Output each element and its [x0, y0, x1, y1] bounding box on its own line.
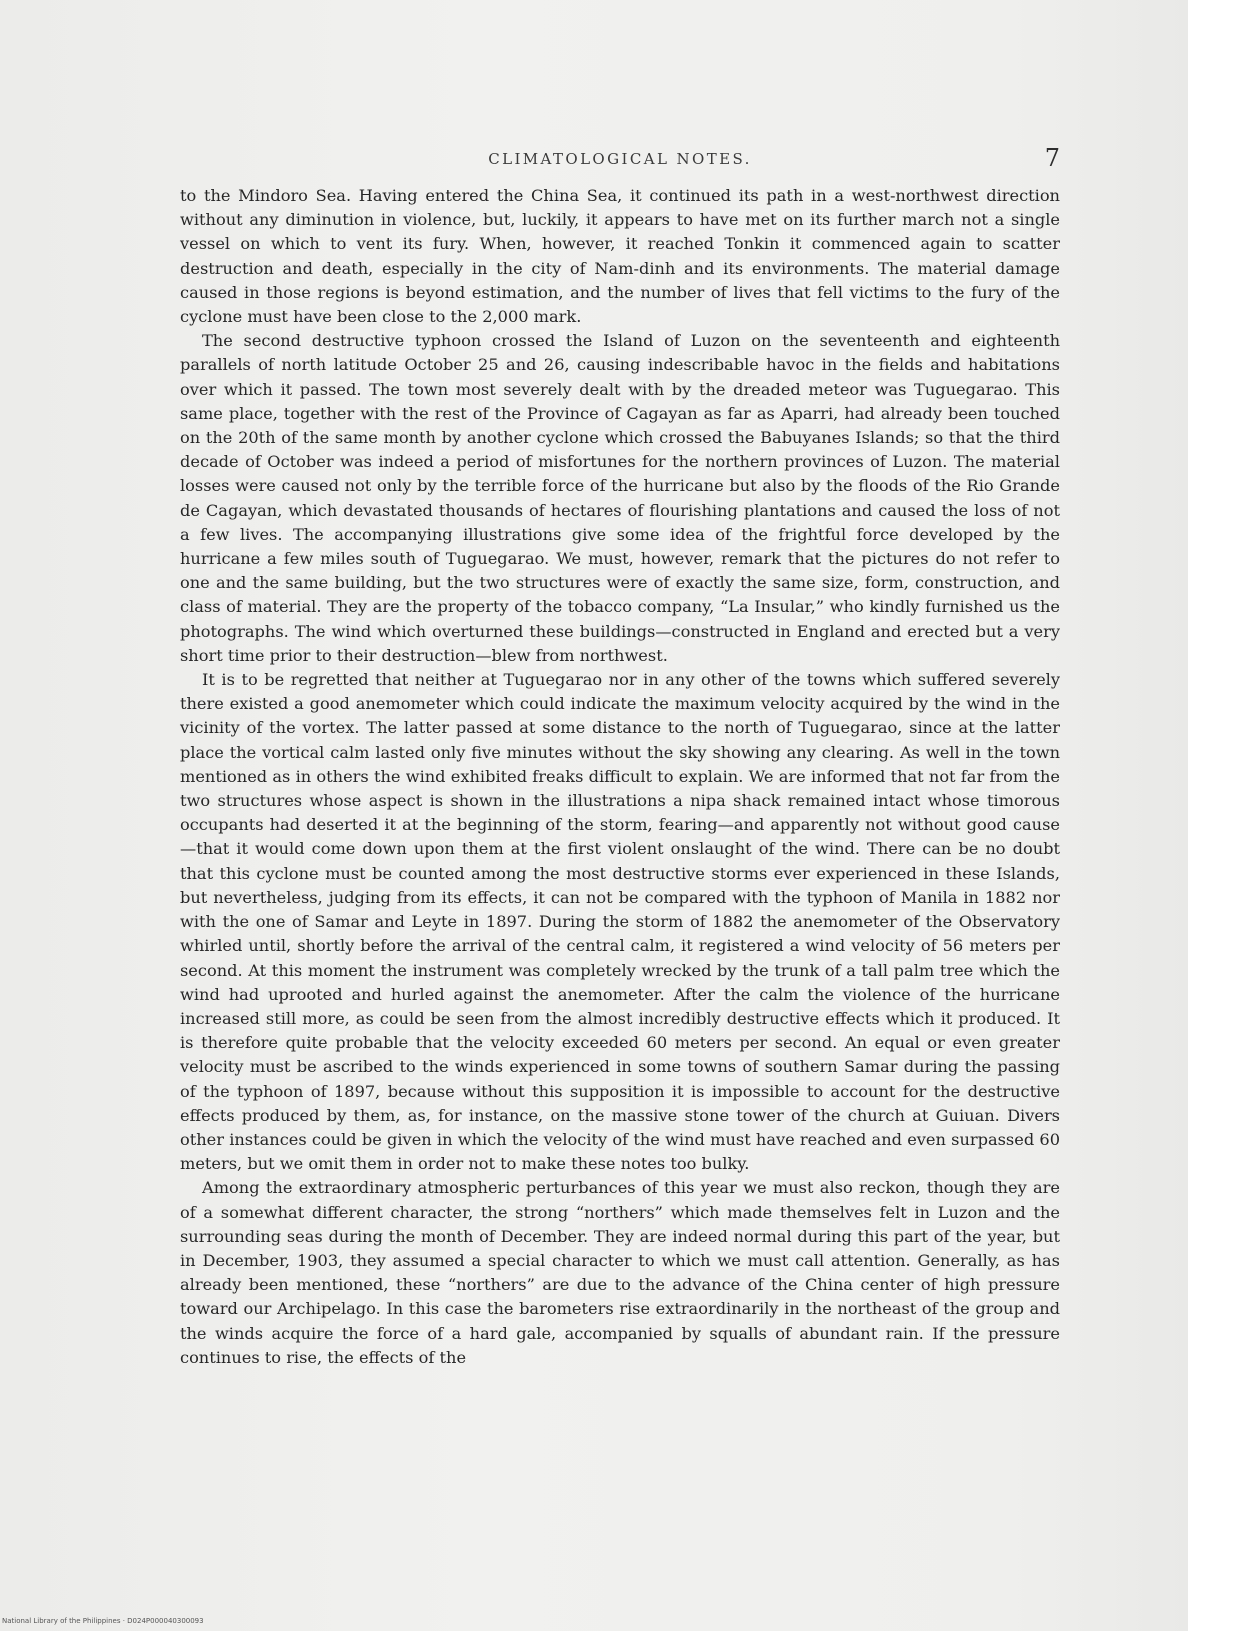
page-margin: [1188, 0, 1248, 1631]
running-head: [180, 146, 1060, 176]
paragraph-anemometer: It is to be regretted that neither at Tuguegarao nor in any other of the towns which suffered severely there existed a good anemometer which could indicate the maximum velocity acquired by the wind in the vicinity of the vortex. The latter passed at some distance to the north of Tuguegarao, since at the latter place the vortical calm lasted only five minutes without the sky showing any clearing. As well in the town mentioned as in others the wind exhibited freaks difficult to explain. We are informed that not far from the two structures whose aspect is shown in the illustrations a nipa shack remained intact whose timorous occupants had deserted it at the beginning of the storm, fearing—and apparently not without good cause—that it would come down upon them at the first violent onslaught of the wind. There can be no doubt that this cyclone must be counted among the most destructive storms ever experienced in these Islands, but nevertheless, judging from its effects, it can not be compared with the typhoon of Manila in 1882 nor with the one of Samar and Leyte in 1897. During the storm of 1882 the anemometer of the Observatory whirled until, shortly before the arrival of the central calm, it registered a wind velocity of 56 meters per second. At this moment the instrument was completely wrecked by the trunk of a tall palm tree which the wind had uprooted and hurled against the anemometer. After the calm the violence of the hurricane increased still more, as could be seen from the almost incredibly destructive effects which it produced. It is therefore quite probable that the velocity exceeded 60 meters per second. An equal or even greater velocity must be ascribed to the winds experienced in some towns of southern Samar during the passing of the typhoon of 1897, because without this supposition it is impossible to account for the destructive effects produced by them, as, for instance, on the massive stone tower of the church at Guiuan. Divers other instances could be given in which the velocity of the wind must have reached and even surpassed 60 meters, but we omit them in order not to make these notes too bulky.: [180, 670, 1060, 1174]
paragraph-second-typhoon: The second destructive typhoon crossed the Island of Luzon on the seventeenth and eighteenth parallels of north latitude October 25 and 26, causing indescribable havoc in the fields and habitations over which it passed. The town most severely dealt with by the dreaded meteor was Tuguegarao. This same place, together with the rest of the Province of Cagayan as far as Aparri, had already been touched on the 20th of the same month by another cyclone which crossed the Babuyanes Islands; so that the third decade of October was indeed a period of misfortunes for the northern provinces of Luzon. The material losses were caused not only by the terrible force of the hurricane but also by the floods of the Rio Grande de Cagayan, which devastated thousands of hectares of flourishing plantations and caused the loss of not a few lives. The accompanying illustrations give some idea of the frightful force developed by the hurricane a few miles south of Tuguegarao. We must, however, remark that the pictures do not refer to one and the same building, but the two structures were of exactly the same size, form, construction, and class of material. They are the property of the tobacco company, “La Insular,” who kindly furnished us the photographs. The wind which overturned these buildings—constructed in England and erected but a very short time prior to their destruction—blew from northwest.: [180, 331, 1060, 665]
page-number: 7: [1044, 144, 1060, 172]
paragraph-northers: Among the extraordinary atmospheric perturbances of this year we must also reckon, though they are of a somewhat different character, the strong “northers” which made themselves felt in Luzon and the surrounding seas during the month of December. They are indeed normal during this part of the year, but in December, 1903, they assumed a special character to which we must call attention. Generally, as has already been mentioned, these “northers” are due to the advance of the China center of high pressure toward our Archipelago. In this case the barometers rise extraordinarily in the northeast of the group and the winds acquire the force of a hard gale, accompanied by squalls of abundant rain. If the pressure continues to rise, the effects of the: [180, 1178, 1060, 1367]
body-text: [180, 184, 1060, 1370]
running-title: CLIMATOLOGICAL NOTES.: [488, 150, 752, 168]
paragraph-continuation: to the Mindoro Sea. Having entered the China Sea, it continued its path in a west-northwest direction without any diminution in violence, but, luckily, it appears to have met on its further march not a single vessel on which to vent its fury. When, however, it reached Tonkin it commenced again to scatter destruction and death, especially in the city of Nam-dinh and its environments. The material damage caused in those regions is beyond estimation, and the number of lives that fell victims to the fury of the cyclone must have been close to the 2,000 mark.: [180, 186, 1060, 327]
scan-credit: National Library of the Philippines · D024P000040300093: [2, 1617, 204, 1625]
